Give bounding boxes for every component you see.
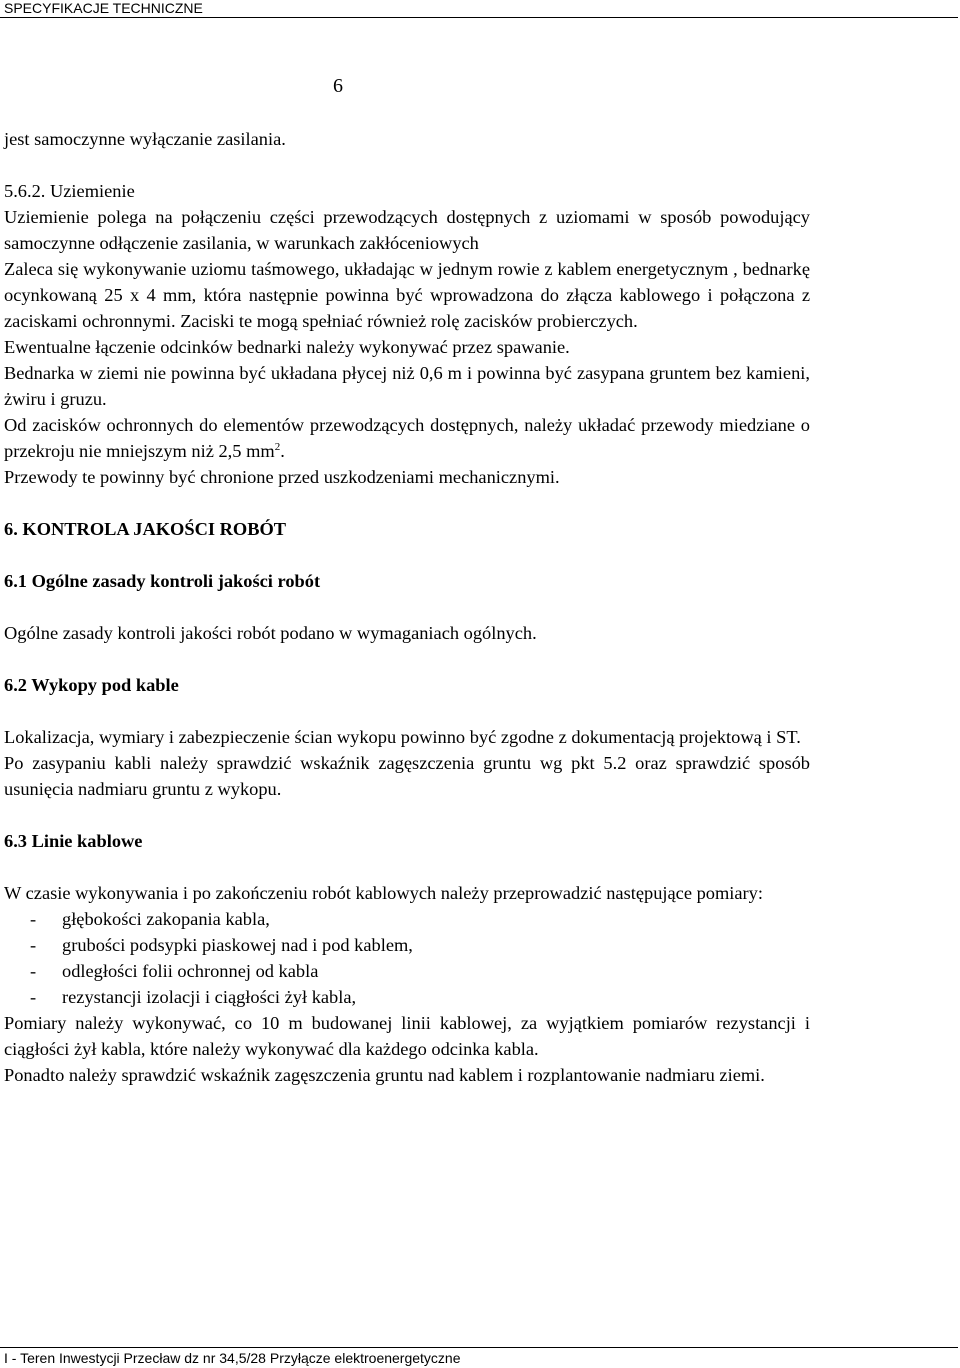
list-dash: - — [30, 961, 37, 981]
paragraph: Uziemienie polega na połączeniu części przewodzących dostępnych z uziomami w sposób powodujący samoczynne odłączenie zasilania, w warunkach zakłóceniowych — [4, 207, 810, 253]
paragraph: Pomiary należy wykonywać, co 10 m budowanej linii kablowej, za wyjątkiem pomiarów rezystancji i ciągłości żył kabla, które należy wykonywać dla każdego odcinka kabla. — [4, 1013, 810, 1059]
list-item-text: głębokości zakopania kabla, — [62, 909, 270, 929]
page-footer: I - Teren Inwestycji Przecław dz nr 34,5/28 Przyłącze elektroenergetyczne — [4, 1350, 461, 1366]
paragraph — [4, 412, 810, 464]
paragraph: W czasie wykonywania i po zakończeniu robót kablowych należy przeprowadzić następujące pomiary: — [4, 883, 763, 903]
document-body — [4, 126, 810, 1088]
page-header: SPECYFIKACJE TECHNICZNE — [4, 0, 203, 16]
paragraph: Zaleca się wykonywanie uziomu taśmowego, układając w jednym rowie z kablem energetycznym , bednarkę ocynkowaną 25 x 4 mm, która następnie powinna być wprowadzona do złącza kablowego i połączona z zaciskami ochronnymi. Zaciski te mogą spełniać również rolę zacisków probierczych. — [4, 259, 810, 331]
paragraph: Po zasypaniu kabli należy sprawdzić wskaźnik zagęszczenia gruntu wg pkt 5.2 oraz sprawdzić sposób usunięcia nadmiaru gruntu z wykopu. — [4, 753, 810, 799]
list-dash: - — [30, 987, 37, 1007]
page-number: 6 — [333, 75, 343, 97]
lead-line: jest samoczynne wyłączanie zasilania. — [4, 129, 286, 149]
spacer — [4, 698, 810, 724]
spacer — [4, 646, 810, 672]
list-item-text: odległości folii ochronnej od kabla — [62, 961, 319, 981]
list-dash: - — [30, 935, 37, 955]
list-dash: - — [30, 909, 37, 929]
paragraph-end: . — [280, 441, 285, 461]
section-6-heading: 6. KONTROLA JAKOŚCI ROBÓT — [4, 519, 287, 539]
measurement-list — [4, 906, 810, 1010]
spacer — [4, 594, 810, 620]
paragraph: Ogólne zasady kontroli jakości robót podano w wymaganiach ogólnych. — [4, 623, 537, 643]
footer-divider — [0, 1347, 958, 1348]
paragraph: Przewody te powinny być chronione przed uszkodzeniami mechanicznymi. — [4, 467, 560, 487]
paragraph: Lokalizacja, wymiary i zabezpieczenie ścian wykopu powinno być zgodne z dokumentacją projektową i ST. — [4, 727, 801, 747]
list-item — [4, 906, 810, 932]
spacer — [4, 152, 810, 178]
header-divider — [0, 17, 958, 18]
list-item-text: grubości podsypki piaskowej nad i pod kablem, — [62, 935, 413, 955]
paragraph: Ponadto należy sprawdzić wskaźnik zagęszczenia gruntu nad kablem i rozplantowanie nadmiaru ziemi. — [4, 1065, 765, 1085]
paragraph: Bednarka w ziemi nie powinna być układana płycej niż 0,6 m i powinna być zasypana gruntem bez kamieni, żwiru i gruzu. — [4, 363, 810, 409]
list-item — [4, 932, 810, 958]
paragraph: Ewentualne łączenie odcinków bednarki należy wykonywać przez spawanie. — [4, 337, 570, 357]
section-6-1-heading: 6.1 Ogólne zasady kontroli jakości robót — [4, 571, 321, 591]
superscript: 2 — [274, 440, 281, 453]
list-item-text: rezystancji izolacji i ciągłości żył kabla, — [62, 987, 357, 1007]
list-item — [4, 984, 810, 1010]
section-6-3-heading: 6.3 Linie kablowe — [4, 831, 143, 851]
section-6-2-heading: 6.2 Wykopy pod kable — [4, 675, 179, 695]
spacer — [4, 542, 810, 568]
section-5-6-2-heading: 5.6.2. Uziemienie — [4, 181, 135, 201]
spacer — [4, 854, 810, 880]
spacer — [4, 490, 810, 516]
spacer — [4, 802, 810, 828]
list-item — [4, 958, 810, 984]
paragraph-text: Od zacisków ochronnych do elementów przewodzących dostępnych, należy układać przewody miedziane o przekroju nie mniejszym niż 2,5 mm — [4, 415, 810, 461]
